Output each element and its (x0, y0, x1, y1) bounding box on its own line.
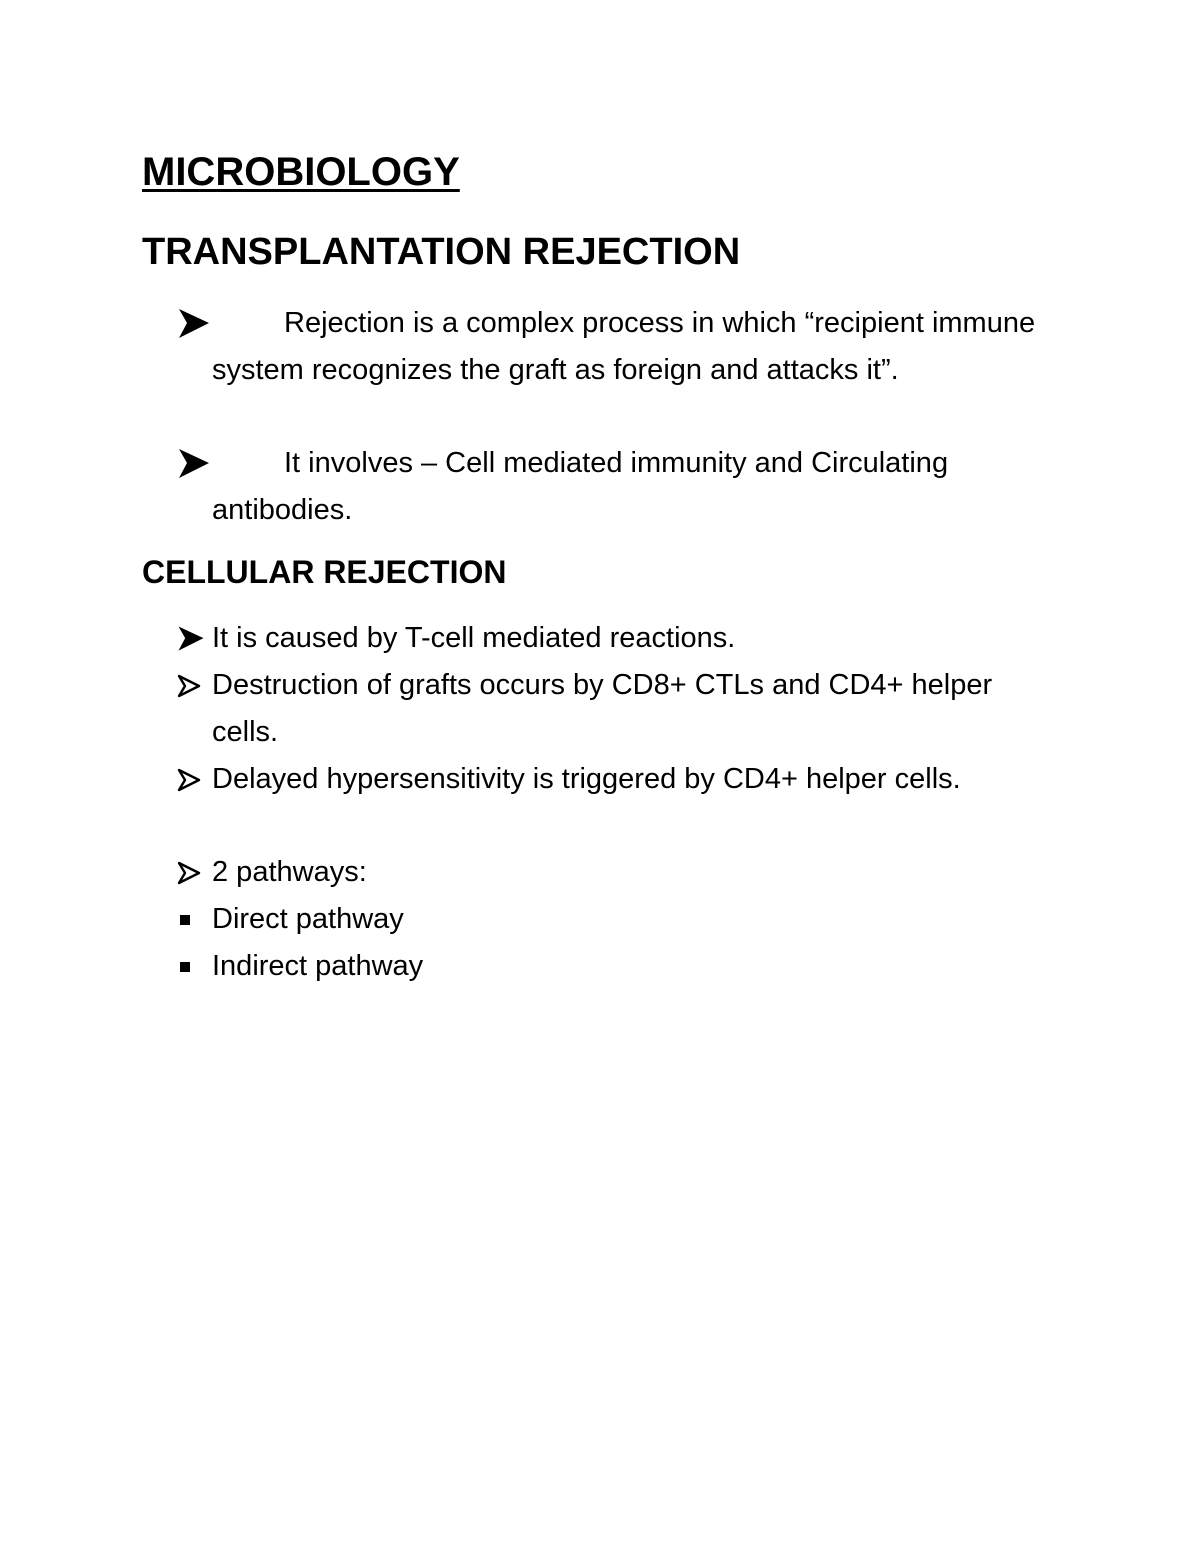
list-item-text: Indirect pathway (212, 950, 424, 982)
document-title: MICROBIOLOGY (142, 150, 460, 194)
list-item-text: Destruction of grafts occurs by CD8+ CTLs and CD4+ helper cells. (212, 669, 993, 748)
list-item-text: It involves – Cell mediated immunity and Circulating antibodies. (212, 447, 949, 526)
square-bullet-icon (176, 943, 190, 990)
arrow-bullet-icon (176, 849, 202, 896)
list-item-text: Rejection is a complex process in which “recipient immune system recognizes the graft as foreign and attacks it”. (212, 307, 1036, 386)
arrow-bullet-icon (176, 440, 212, 487)
arrow-bullet-icon (176, 756, 202, 803)
arrow-bullet-icon (176, 300, 212, 347)
square-bullet-icon (176, 896, 190, 943)
section-heading-cellular-rejection: CELLULAR REJECTION (142, 554, 507, 590)
list-item-text: Delayed hypersensitivity is triggered by CD4+ helper cells. (212, 763, 961, 795)
list-item-text: It is caused by T-cell mediated reactions. (212, 622, 736, 654)
list-item-text: 2 pathways: (212, 856, 367, 888)
list-item-text: Direct pathway (212, 903, 404, 935)
arrow-bullet-icon (176, 615, 206, 662)
arrow-bullet-icon (176, 662, 202, 709)
section-heading-transplantation-rejection: TRANSPLANTATION REJECTION (142, 231, 741, 273)
